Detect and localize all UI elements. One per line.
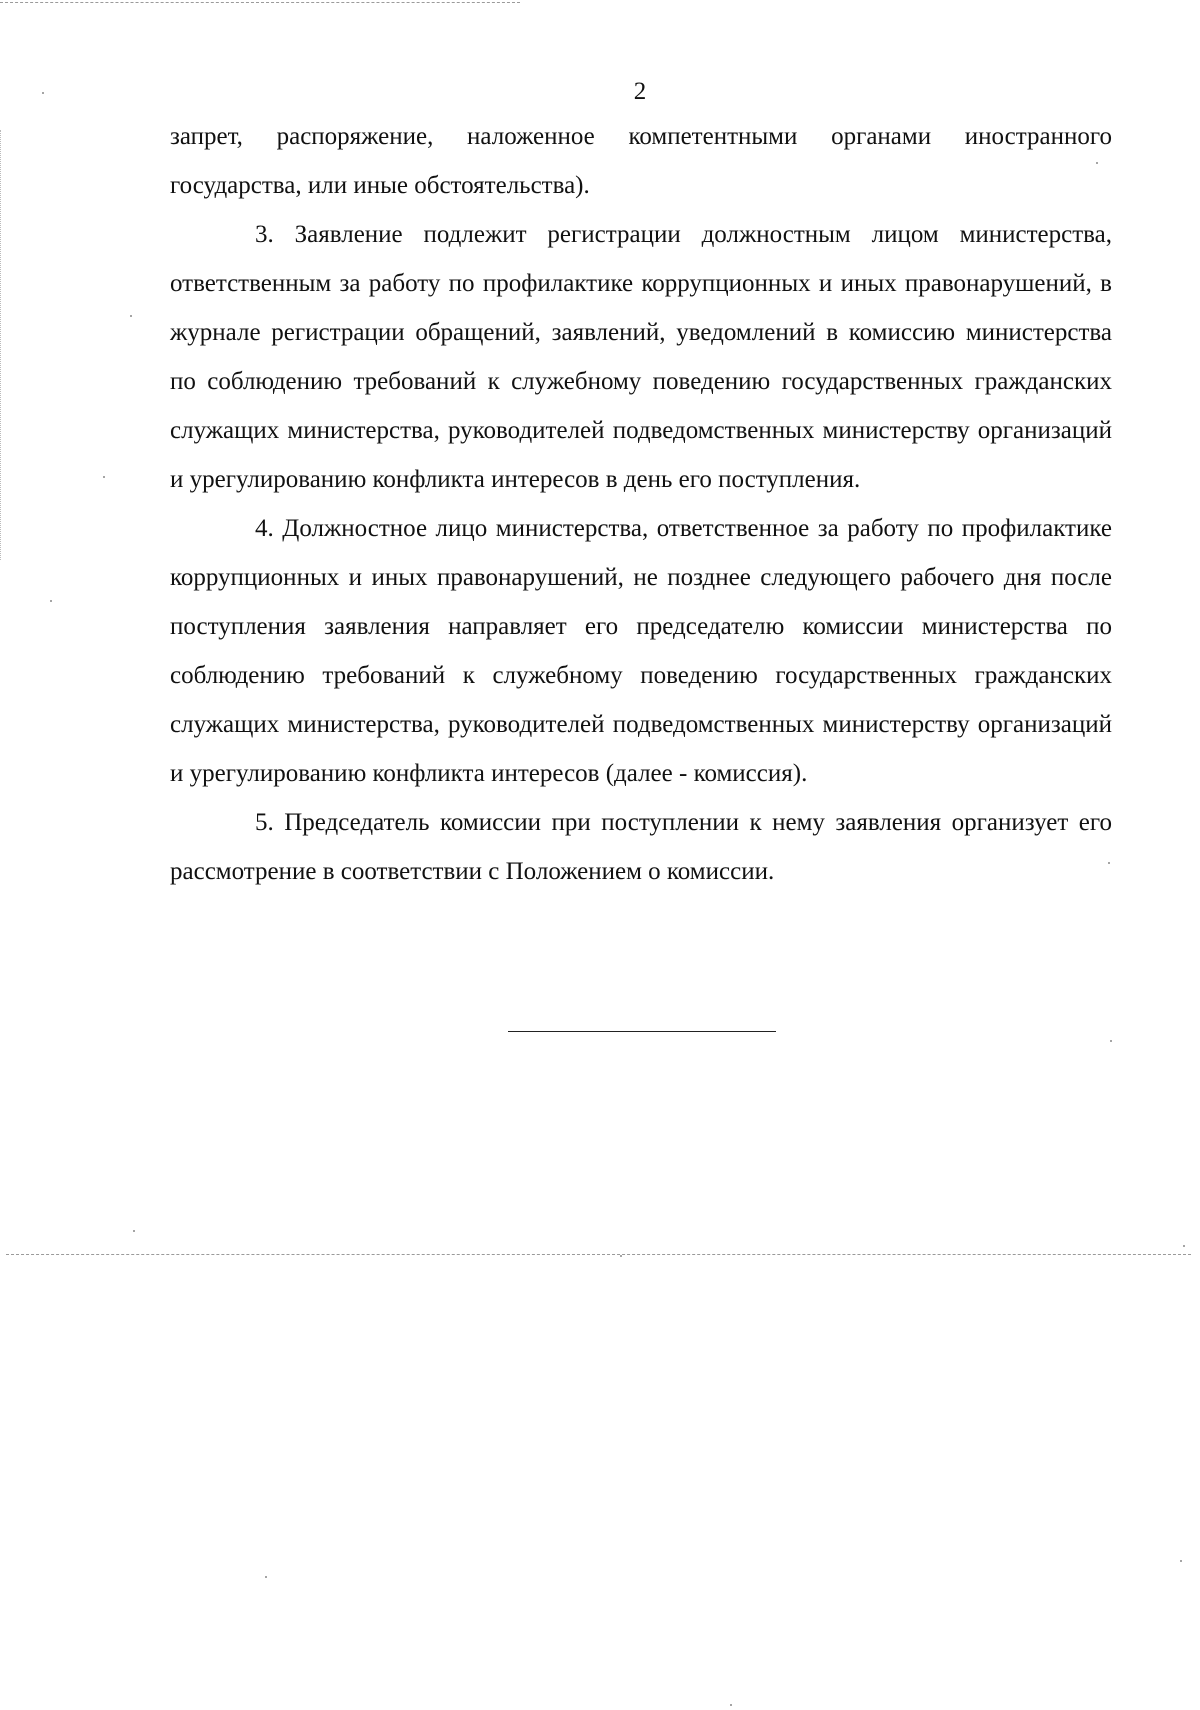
scan-artifact-top	[0, 2, 520, 3]
scan-speck	[50, 600, 52, 602]
end-of-text-rule	[508, 1031, 776, 1032]
scan-speck	[1108, 862, 1110, 864]
scan-edge-shadow	[0, 130, 2, 560]
document-body	[170, 112, 1112, 896]
scan-speck	[265, 1576, 267, 1578]
scan-speck	[730, 1704, 732, 1706]
scan-artifact-fold-line	[6, 1254, 1191, 1255]
page-number: 2	[633, 78, 647, 105]
scan-speck	[620, 1255, 622, 1257]
scan-speck	[130, 315, 132, 317]
scan-speck	[103, 476, 105, 478]
paragraph-continuation: запрет, распоряжение, наложенное компетентными органами иностранного государства, или иные обстоятельства).	[170, 123, 1112, 199]
scan-speck	[1183, 1245, 1185, 1247]
paragraph-item-4: 4. Должностное лицо министерства, ответственное за работу по профилактике коррупционных и иных правонарушений, не позднее следующего рабочего дня после поступления заявления направляет его председателю комиссии министерства по соблюдению требований к служебному поведению государственных гражданских служащих министерства, руководителей подведомственных министерству организаций и урегулированию конфликта интересов (далее - комиссия).	[170, 515, 1112, 787]
scan-speck	[1110, 1040, 1112, 1042]
paragraph-item-5: 5. Председатель комиссии при поступлении к нему заявления организует его рассмотрение в соответствии с Положением о комиссии.	[170, 809, 1112, 885]
scan-speck	[1096, 162, 1098, 164]
scan-speck	[1180, 1560, 1182, 1562]
paragraph-item-3: 3. Заявление подлежит регистрации должностным лицом министерства, ответственным за работу по профилактике коррупционных и иных правонарушений, в журнале регистрации обращений, заявлений, уведомлений в комиссию министерства по соблюдению требований к служебному поведению государственных гражданских служащих министерства, руководителей подведомственных министерству организаций и урегулированию конфликта интересов в день его поступления.	[170, 221, 1112, 493]
scan-speck	[42, 92, 44, 94]
scan-speck	[133, 1230, 135, 1232]
